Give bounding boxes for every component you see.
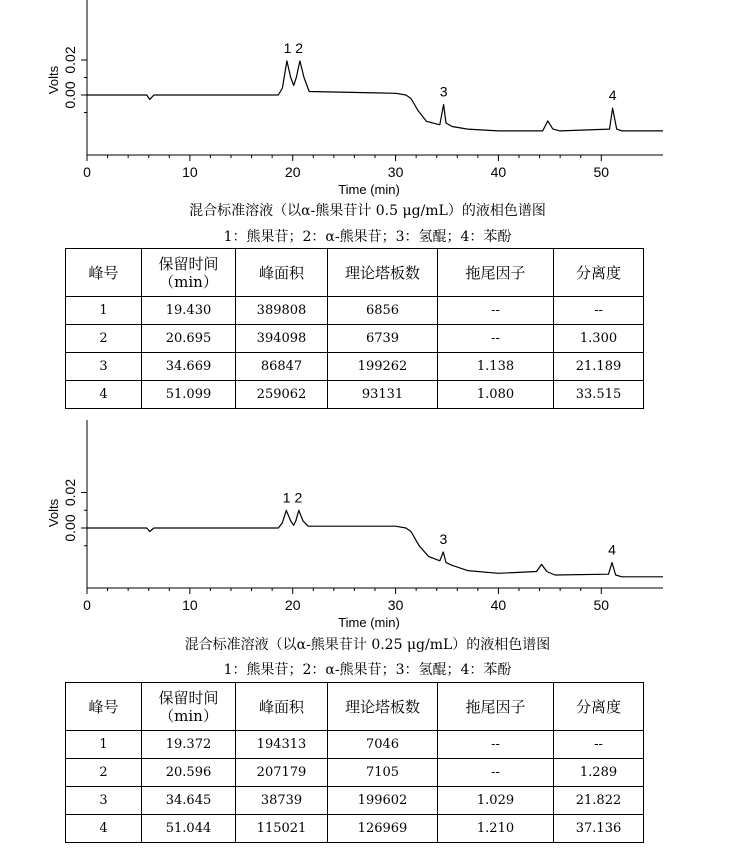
table-cell: 1.300 — [554, 325, 644, 353]
col-header-area: 峰面积 — [236, 683, 328, 731]
table-cell: 2 — [66, 759, 142, 787]
table-cell: 115021 — [236, 815, 328, 843]
table-cell: 1.210 — [438, 815, 554, 843]
peak-label: 3 — [439, 83, 448, 100]
table-cell: 1 — [66, 731, 142, 759]
x-tick-label: 10 — [182, 164, 198, 180]
table-cell: -- — [438, 731, 554, 759]
table-row — [66, 815, 644, 843]
chart-1-peak-legend: 1：熊果苷；2：α-熊果苷；3：氢醌；4：苯酚 — [223, 229, 512, 245]
y-tick-label: 0.00 — [62, 81, 78, 109]
peak-label: 1 2 — [283, 39, 304, 56]
x-tick-label: 40 — [490, 597, 507, 613]
y-tick-label: 0.02 — [62, 46, 78, 74]
chromatogram-trace — [87, 61, 663, 131]
table-cell: 38739 — [236, 787, 328, 815]
table-cell: 1.080 — [438, 381, 554, 409]
x-tick-label: 20 — [284, 597, 301, 613]
peak-label: 3 — [439, 530, 448, 547]
col-header-peak: 峰号 — [66, 683, 142, 731]
x-tick-label: 10 — [182, 597, 198, 613]
table-row — [66, 381, 644, 409]
x-tick-label: 40 — [490, 164, 507, 180]
chromatogram-trace — [87, 510, 663, 577]
table-cell: 3 — [66, 353, 142, 381]
table-cell: -- — [554, 297, 644, 325]
table-row — [66, 297, 644, 325]
peak-label: 1 2 — [282, 489, 303, 506]
table-row — [66, 759, 644, 787]
col-header-tailing: 拖尾因子 — [438, 249, 554, 297]
table-cell: 1.029 — [438, 787, 554, 815]
chart-2-peak-legend: 1：熊果苷；2：α-熊果苷；3：氢醌；4：苯酚 — [223, 662, 512, 678]
table-cell: 259062 — [236, 381, 328, 409]
table-cell: 126969 — [328, 815, 438, 843]
x-tick-label: 30 — [387, 164, 404, 180]
y-axis-label: Volts — [46, 498, 61, 528]
table-cell: 19.372 — [142, 731, 236, 759]
table-row — [66, 353, 644, 381]
peak-label: 4 — [608, 541, 616, 558]
chromatogram-1 — [0, 0, 735, 200]
table-cell: 34.645 — [142, 787, 236, 815]
table-cell: 4 — [66, 815, 142, 843]
col-header-plates: 理论塔板数 — [328, 683, 438, 731]
x-tick-label: 50 — [593, 164, 610, 180]
table-cell: 194313 — [236, 731, 328, 759]
table-cell: 34.669 — [142, 353, 236, 381]
table-cell: 51.044 — [142, 815, 236, 843]
table-cell: -- — [554, 731, 644, 759]
table-cell: 394098 — [236, 325, 328, 353]
table-cell: 19.430 — [142, 297, 236, 325]
results-table-1 — [65, 248, 644, 409]
table-cell: -- — [438, 297, 554, 325]
col-header-retention: 保留时间 （min） — [142, 249, 236, 297]
col-header-plates: 理论塔板数 — [328, 249, 438, 297]
x-tick-label: 0 — [83, 597, 91, 613]
table-cell: 7105 — [328, 759, 438, 787]
y-tick-label: 0.00 — [62, 514, 78, 542]
table-header-row — [66, 683, 644, 731]
table-cell: 33.515 — [554, 381, 644, 409]
table-cell: 207179 — [236, 759, 328, 787]
table-row — [66, 731, 644, 759]
col-header-resolution: 分离度 — [554, 249, 644, 297]
table-row — [66, 325, 644, 353]
chromatogram-1-plot — [0, 0, 735, 200]
peak-label: 4 — [608, 87, 617, 104]
col-header-peak: 峰号 — [66, 249, 142, 297]
x-axis-label: Time (min) — [338, 182, 400, 197]
table-cell: 1.138 — [438, 353, 554, 381]
x-tick-label: 30 — [387, 597, 404, 613]
y-axis-label: Volts — [46, 65, 61, 95]
table-cell: -- — [438, 759, 554, 787]
x-tick-label: 0 — [83, 164, 91, 180]
table-cell: -- — [438, 325, 554, 353]
col-header-retention: 保留时间 （min） — [142, 683, 236, 731]
table-cell: 199602 — [328, 787, 438, 815]
table-cell: 389808 — [236, 297, 328, 325]
table-cell: 7046 — [328, 731, 438, 759]
x-axis-label: Time (min) — [338, 615, 400, 630]
table-cell: 3 — [66, 787, 142, 815]
table-cell: 2 — [66, 325, 142, 353]
table-cell: 51.099 — [142, 381, 236, 409]
table-cell: 93131 — [328, 381, 438, 409]
table-header-row — [66, 249, 644, 297]
table-cell: 21.822 — [554, 787, 644, 815]
table-cell: 20.695 — [142, 325, 236, 353]
table-cell: 199262 — [328, 353, 438, 381]
x-tick-label: 20 — [284, 164, 301, 180]
table-cell: 21.189 — [554, 353, 644, 381]
x-tick-label: 50 — [593, 597, 610, 613]
col-header-area: 峰面积 — [236, 249, 328, 297]
table-cell: 1 — [66, 297, 142, 325]
y-tick-label: 0.02 — [62, 478, 78, 507]
table-cell: 6739 — [328, 325, 438, 353]
chromatogram-2-plot — [0, 415, 735, 635]
table-cell: 6856 — [328, 297, 438, 325]
chromatogram-2 — [0, 415, 735, 635]
col-header-resolution: 分离度 — [554, 683, 644, 731]
table-cell: 4 — [66, 381, 142, 409]
col-header-tailing: 拖尾因子 — [438, 683, 554, 731]
table-cell: 20.596 — [142, 759, 236, 787]
chart-2-caption: 混合标准溶液（以α-熊果苷计 0.25 μg/mL）的液相色谱图 — [184, 637, 551, 653]
table-cell: 86847 — [236, 353, 328, 381]
table-cell: 37.136 — [554, 815, 644, 843]
table-cell: 1.289 — [554, 759, 644, 787]
chart-1-caption: 混合标准溶液（以α-熊果苷计 0.5 μg/mL）的液相色谱图 — [189, 203, 546, 219]
results-table-2 — [65, 682, 644, 843]
table-row — [66, 787, 644, 815]
